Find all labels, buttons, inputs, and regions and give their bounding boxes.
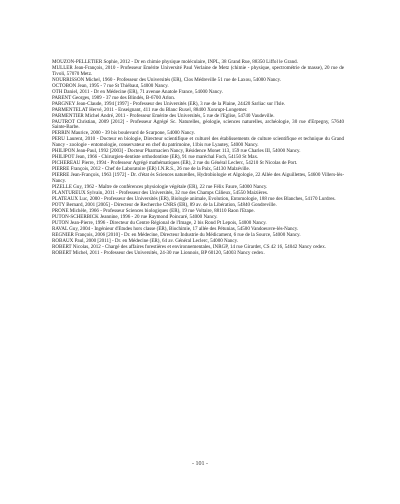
list-item: PHILIPON Jean-Paul, 1992 [2003] - Docteur Pharmacien Nancy, Résidence Monet 113, 159 rue Charles III, 54000 Nancy.	[52, 148, 301, 155]
list-item: PRONE Michèle, 1966 - Professeur Sciences biologiques (ER), 19 rue Voltaire, 88110 Raon l'Etape.	[52, 207, 255, 214]
list-item: PIERRE Jean-François, 1963 [1972] - Dr. d'état ès Sciences naturelles, Hydrobiologie et Algologie, 22 Allée des Aiguillettes, 54600 Villers-lès-Nancy.	[52, 172, 344, 185]
list-item: PERRIN Maurice, 2000 - 39 bis boulevard de Scarpone, 54000 Nancy.	[52, 130, 196, 137]
list-item: PHILIPOT Jean, 1966 - Chirurgien-dentiste orthodontiste (ER), 91 rue maréchal Foch, 54150 St Max.	[52, 154, 259, 161]
list-item: MULLER Jean-François, 2010 - Professeur Emérite Université Paul Verlaine de Metz (chimie - physique, spectrométrie de masse), 20 rue de Tivoli, 57070 Metz.	[52, 64, 344, 77]
member-list	[52, 60, 344, 256]
list-item: PUTON Jean-Pierre, 1996 - Directeur du Centre Régional de l'Image, 2 bis Rond Pt Lepois, 54000 Nancy.	[52, 219, 267, 226]
list-item: REGNIER François, 2006 [2010] - Dr. en Médecine, Directeur Industrie du Médicament, 6 rue de la Source, 54000 Nancy.	[52, 231, 301, 238]
list-item: PARENT Georges, 1989 - 37 rue des Blindés, B-6700 Arlon.	[52, 94, 175, 101]
list-item: PIZELLE Guy, 1962 - Maître de conférences physiologie végétale (ER), 22 rue Félix Faure, 54000 Nancy.	[52, 184, 268, 191]
list-item: PERU Laurent, 2010 - Docteur en biologie, Directeur scientifique et culturel des établissements de culture scientifique et technique du Grand Nancy - zoologie - entomologie, conservateur en chef du patrimoine, 11bis rue Lyautey, 54000 Nancy.	[52, 136, 344, 149]
list-item: PARMENTIER Michel André, 2011 - Professeur Emérite des Universités, 5 rue de l'Eglise, 54740 Vaudeville.	[52, 112, 275, 119]
list-item: PARGNEY Jean-Claude, 1994 [1997] - Professeur des Universités (ER), 3 rue de la Plaine, 24420 Sarliac sur l'Isle.	[52, 100, 286, 107]
list-item: PLANTUREUX Sylvain, 2011 - Professeur des Universités, 32 rue des Champs Câlieux, 54550 Maizières.	[52, 189, 269, 196]
list-item: PUTON-SCHERBICK Jeannine, 1996 - 20 rue Raymond Poincaré, 54000 Nancy.	[52, 213, 218, 220]
list-item: MOUZON-PELLETIER Sophie, 2012 - Dr en chimie physique moléculaire, INPL, 38 Grand Rue, 88350 Liffol le Grand.	[52, 59, 298, 65]
list-item: ROBERT Nicolas, 2012 - Chargé des affaires forestières et environnementales, INRGP, 14 rue Girardet, CS 42 16, 54042 Nancy cedex.	[52, 243, 326, 250]
list-item: POTY Bernard, 2001 [2005] - Directeur de Recherche CNRS (ER), 89 av. de la Libération, 54840 Gondreville.	[52, 201, 277, 208]
list-item: PAUTROT Christian, 2009 [2012] - Professeur Agrégé Sc. Naturelles, géologie, sciences naturelles, archéologie, 30 rue d'Erpegny, 57640 Sainte-Barbe.	[52, 118, 344, 131]
list-item: PARMENTELAT Hervé, 2011 - Enseignant, 411 rue du Blanc Ruxel, 88400 Xonrupt-Longemer.	[52, 106, 248, 113]
list-item: NOURRISSON Michel, 1960 - Professeur des Universités (ER), Clos Médreville 51 rue de Laxou, 54000 Nancy.	[52, 76, 282, 83]
list-item: ROBAUX Paul, 2000 [2011] - Dr. en Médecine (ER), 64 av. Général Leclerc, 54000 Nancy.	[52, 237, 239, 244]
list-item: RAVAL Guy, 2004 - Ingénieur d'Etudes hors classe (ER), Biochimie, 17 allée des Pétunias, 54500 Vandoeuvre-lès-Nancy.	[52, 225, 299, 232]
list-item: PLATEAUX Luc, 2000 - Professeur des Universités (ER), Biologie animale, Evolution, Entomologie, 188 rue des Blanches, 54170 Lurdres.	[52, 195, 336, 202]
list-item: OTH Daniel, 2011 - Dr en Médecine (ER), 71 avenue Anatole France, 54000 Nancy.	[52, 88, 223, 95]
page-number: - 101 -	[192, 461, 208, 467]
list-item: ROBERT Michel, 2011 - Professeur des Universités, 24-30 rue Lionnois, BP 60120, 54003 Nancy cedex.	[52, 249, 265, 256]
list-item: OCTOBON Jean, 1995 - 7 rue St Thiébaut, 54000 Nancy.	[52, 82, 169, 89]
list-item: PICHEREAU Pierre, 1994 - Professeur Agrégé mathématiques (ER), 2 rue du Général Leclerc, 54210 St Nicolas de Port.	[52, 160, 298, 167]
list-item: PIERRE François, 2012 - Chef de Laboratoire (ER) I.N.R.S., 26 rue de la Paix, 54130 Malzéville.	[52, 166, 251, 173]
